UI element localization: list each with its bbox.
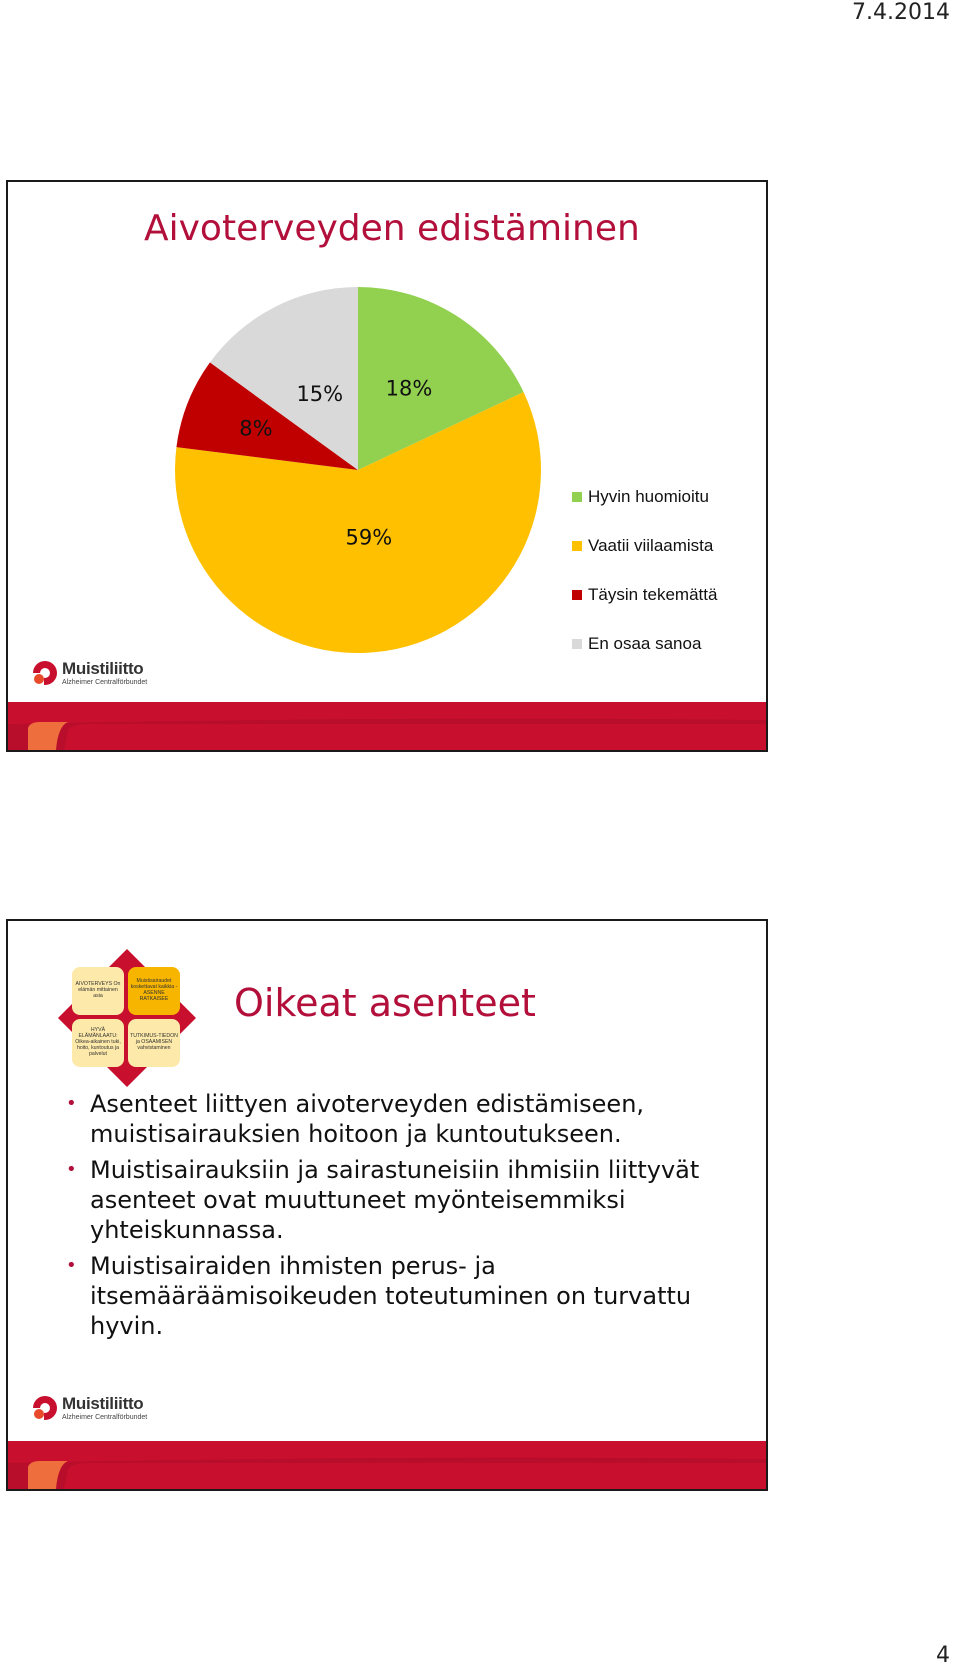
muistiliitto-logo [32, 660, 147, 686]
logo-mark-icon [32, 1395, 58, 1421]
logo-subtitle: Alzheimer Centralförbundet [62, 679, 148, 686]
legend-label: En osaa sanoa [588, 633, 702, 653]
pie-data-label: 8% [239, 416, 273, 441]
bullet-item [64, 1089, 724, 1149]
legend-item [572, 521, 717, 570]
puzzle-diamond-icon [52, 943, 202, 1093]
bullet-item [64, 1155, 724, 1245]
legend-label: Vaatii viilaamista [588, 535, 714, 555]
logo-subtitle: Alzheimer Centralförbundet [62, 1414, 148, 1421]
puzzle-piece: Muistisairaudet koskettavat kaikkia - ASENNE RATKAISEE [128, 967, 180, 1015]
legend-swatch [572, 492, 582, 502]
slide-title: Oikeat asenteet [234, 981, 536, 1025]
bullet-dot-icon: • [66, 1255, 77, 1276]
footer-band [8, 1441, 766, 1489]
logo-name: Muistiliitto [62, 1394, 144, 1413]
chart-legend [572, 472, 717, 668]
bullet-text: Muistisairaiden ihmisten perus- ja itsemääräämisoikeuden toteutuminen on turvattu hyvin. [90, 1252, 692, 1340]
bullet-dot-icon: • [66, 1159, 77, 1180]
logo-mark-icon [32, 660, 58, 686]
puzzle-piece: AIVOTERVEYS On elämän mittainen asia [72, 967, 124, 1015]
bullet-item [64, 1251, 724, 1341]
legend-item [572, 472, 717, 521]
pie-data-label: 18% [385, 376, 433, 401]
page-date: 7.4.2014 [852, 0, 950, 25]
bullet-text: Muistisairauksiin ja sairastuneisiin ihmisiin liittyvät asenteet ovat muuttuneet myönteisemmiksi yhteiskunnassa. [90, 1156, 700, 1244]
pie-data-label: 59% [345, 525, 393, 550]
legend-swatch [572, 639, 582, 649]
page-number: 4 [936, 1643, 950, 1668]
bullet-list [64, 1089, 724, 1347]
legend-label: Täysin tekemättä [588, 584, 718, 604]
puzzle-piece: TUTKIMUS-TIEDON ja OSAAMISEN vahvistaminen [128, 1019, 180, 1067]
legend-item [572, 619, 717, 668]
slide-1 [6, 180, 768, 752]
bullet-text: Asenteet liittyen aivoterveyden edistämiseen, muistisairauksien hoitoon ja kuntoutukseen. [90, 1090, 645, 1148]
slide-title: Aivoterveyden edistäminen [144, 208, 640, 249]
footer-band [8, 702, 766, 750]
pie-data-label: 15% [296, 381, 344, 406]
legend-label: Hyvin huomioitu [588, 486, 709, 506]
slide-2 [6, 919, 768, 1491]
logo-name: Muistiliitto [62, 659, 144, 678]
bullet-dot-icon: • [66, 1093, 77, 1114]
muistiliitto-logo [32, 1395, 147, 1421]
puzzle-graphic [52, 943, 202, 1093]
legend-item [572, 570, 717, 619]
legend-swatch [572, 541, 582, 551]
puzzle-piece: HYVÄ ELÄMÄNLAATU: Oikea-aikainen tuki, hoito, kuntoutus ja palvelut [72, 1019, 124, 1067]
legend-swatch [572, 590, 582, 600]
